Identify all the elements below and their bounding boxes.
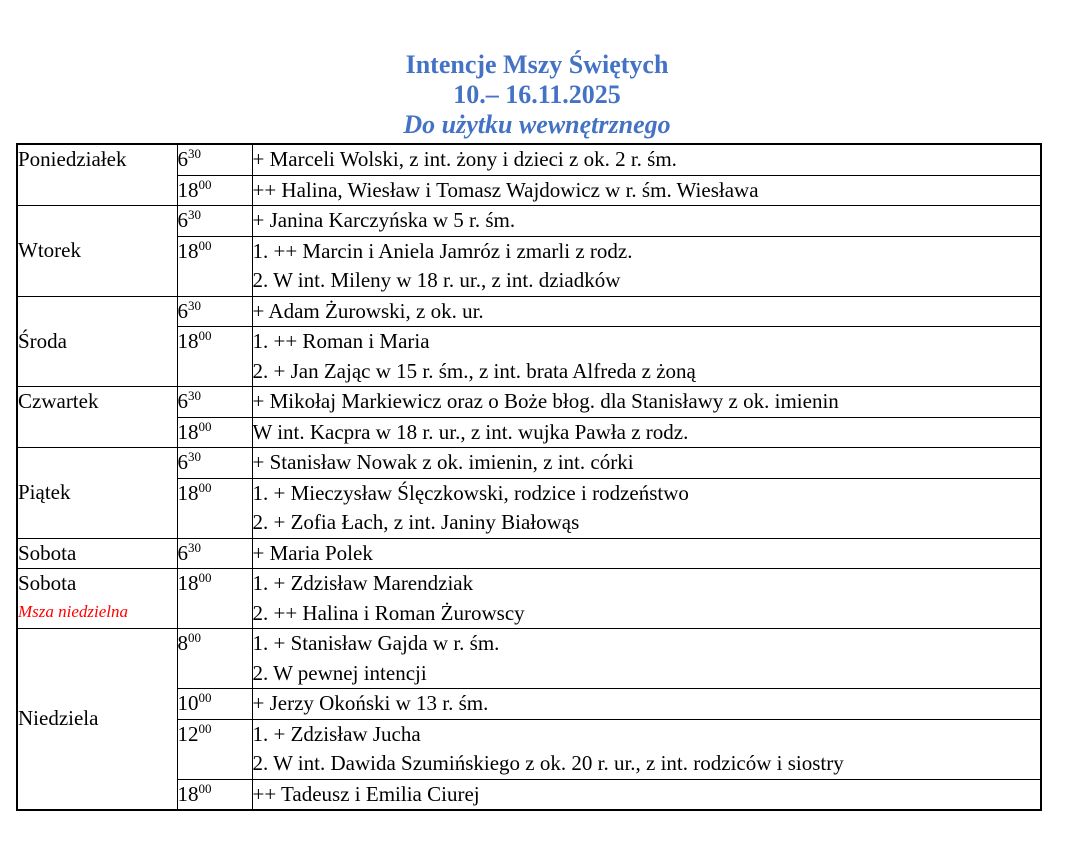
time-cell	[177, 296, 252, 327]
intention-line: + Janina Karczyńska w 5 r. śm.	[252, 208, 516, 232]
time-minutes: 00	[198, 328, 212, 343]
time-cell	[177, 478, 252, 538]
time-cell	[177, 417, 252, 448]
time-minutes: 30	[188, 146, 201, 161]
intention-line: 2. W int. Dawida Szumińskiego z ok. 20 r. ur., z int. rodziców i siostry	[252, 751, 844, 775]
date-range: 10.– 16.11.2025	[453, 80, 621, 109]
day-label: Wtorek	[18, 238, 81, 262]
time-minutes: 00	[198, 237, 212, 253]
intention-cell	[252, 417, 1041, 448]
time-minutes: 00	[198, 418, 212, 434]
day-label: Sobota	[18, 540, 77, 565]
day-cell	[17, 448, 177, 539]
time-hour: 6	[177, 389, 188, 413]
time-minutes: 00	[198, 570, 212, 585]
time-cell	[177, 327, 252, 387]
intention-line: 1. ++ Marcin i Aniela Jamróz i zmarli z rodz.	[252, 238, 633, 263]
time-hour: 12	[177, 721, 199, 746]
time-hour: 6	[177, 208, 188, 232]
intention-cell	[252, 387, 1041, 418]
intention-line: ++ Halina, Wiesław i Tomasz Wajdowicz w r. śm. Wiesława	[252, 177, 759, 202]
day-cell	[17, 387, 177, 448]
time-cell	[177, 569, 252, 629]
intention-cell	[252, 538, 1041, 569]
schedule-row	[17, 569, 1041, 629]
time-cell	[177, 719, 252, 779]
intention-line: 1. + Zdzisław Marendziak	[252, 571, 474, 595]
intention-cell	[252, 779, 1041, 810]
intention-line: + Maria Polek	[252, 540, 373, 565]
time-hour: 6	[177, 298, 188, 323]
time-hour: 6	[177, 147, 188, 171]
intention-line: 2. + Jan Zając w 15 r. śm., z int. brata Alfreda z żoną	[252, 358, 696, 383]
time-hour: 10	[177, 691, 199, 715]
intention-line: 2. W pewnej intencji	[252, 660, 427, 685]
schedule-row	[17, 448, 1041, 479]
intention-line: W int. Kacpra w 18 r. ur., z int. wujka Pawła z rodz.	[252, 419, 689, 444]
schedule-row	[17, 387, 1041, 418]
intention-cell	[252, 478, 1041, 538]
time-minutes: 00	[198, 690, 212, 705]
day-label: Sobota	[18, 571, 77, 595]
intention-line: + Stanisław Nowak z ok. imienin, z int. córki	[252, 450, 634, 474]
day-label: Piątek	[18, 480, 71, 504]
intention-line: 2. W int. Mileny w 18 r. ur., z int. dziadków	[252, 268, 621, 292]
time-minutes: 00	[198, 176, 212, 192]
schedule-row	[17, 296, 1041, 327]
mass-schedule-table	[16, 143, 1042, 811]
time-hour: 18	[177, 480, 199, 505]
intention-cell	[252, 719, 1041, 779]
day-cell	[17, 206, 177, 297]
intention-line: 2. + Zofia Łach, z int. Janiny Białowąs	[252, 510, 580, 534]
internal-use-note: Do użytku wewnętrznego	[403, 110, 671, 139]
time-minutes: 30	[188, 539, 201, 555]
day-label: Środa	[18, 328, 67, 353]
time-hour: 18	[177, 329, 199, 353]
intention-line: + Mikołaj Markiewicz oraz o Boże błog. dla Stanisławy z ok. imienin	[252, 389, 839, 413]
intention-cell	[252, 296, 1041, 327]
intention-line: 1. + Mieczysław Ślęczkowski, rodzice i rodzeństwo	[252, 480, 689, 505]
time-cell	[177, 387, 252, 418]
intention-cell	[252, 206, 1041, 237]
time-hour: 8	[177, 631, 188, 655]
time-cell	[177, 236, 252, 296]
time-cell	[177, 689, 252, 720]
time-minutes: 30	[188, 388, 201, 403]
time-hour: 18	[177, 177, 199, 202]
intention-line: 1. ++ Roman i Maria	[252, 329, 430, 353]
day-cell	[17, 538, 177, 569]
sunday-mass-note: Msza niedzielna	[18, 601, 129, 621]
intention-cell	[252, 629, 1041, 689]
time-minutes: 00	[198, 780, 212, 796]
schedule-row	[17, 144, 1041, 175]
day-cell	[17, 569, 177, 629]
document-header	[0, 0, 1074, 140]
intention-cell	[252, 144, 1041, 175]
time-hour: 18	[177, 419, 199, 444]
intention-cell	[252, 569, 1041, 629]
time-minutes: 30	[188, 297, 201, 313]
time-hour: 18	[177, 571, 199, 595]
intention-line: ++ Tadeusz i Emilia Ciurej	[252, 781, 480, 806]
time-minutes: 30	[188, 449, 201, 464]
time-hour: 6	[177, 450, 188, 474]
time-cell	[177, 144, 252, 175]
intention-line: 1. + Stanisław Gajda w r. śm.	[252, 631, 500, 655]
time-hour: 6	[177, 540, 188, 565]
time-hour: 18	[177, 781, 199, 806]
intention-cell	[252, 327, 1041, 387]
intention-cell	[252, 689, 1041, 720]
intention-cell	[252, 448, 1041, 479]
intention-line: 1. + Zdzisław Jucha	[252, 721, 421, 746]
day-cell	[17, 296, 177, 387]
time-minutes: 00	[188, 630, 201, 645]
intention-line: + Jerzy Okoński w 13 r. śm.	[252, 691, 489, 715]
intention-line: + Marceli Wolski, z int. żony i dzieci z ok. 2 r. śm.	[252, 147, 677, 171]
intention-cell	[252, 175, 1041, 206]
time-minutes: 00	[198, 720, 212, 736]
time-minutes: 00	[198, 479, 212, 495]
document-title: Intencje Mszy Świętych	[405, 50, 669, 79]
day-cell	[17, 629, 177, 811]
time-cell	[177, 448, 252, 479]
day-label: Czwartek	[18, 389, 99, 413]
time-cell	[177, 206, 252, 237]
intention-cell	[252, 236, 1041, 296]
schedule-row	[17, 538, 1041, 569]
time-cell	[177, 538, 252, 569]
schedule-row	[17, 629, 1041, 689]
time-minutes: 30	[188, 207, 201, 222]
day-cell	[17, 144, 177, 206]
day-label: Niedziela	[18, 706, 99, 731]
time-cell	[177, 175, 252, 206]
intention-line: 2. ++ Halina i Roman Żurowscy	[252, 600, 525, 625]
time-cell	[177, 629, 252, 689]
time-hour: 18	[177, 238, 199, 263]
time-cell	[177, 779, 252, 810]
intention-line: + Adam Żurowski, z ok. ur.	[252, 298, 484, 323]
schedule-row	[17, 206, 1041, 237]
day-label: Poniedziałek	[18, 147, 127, 171]
